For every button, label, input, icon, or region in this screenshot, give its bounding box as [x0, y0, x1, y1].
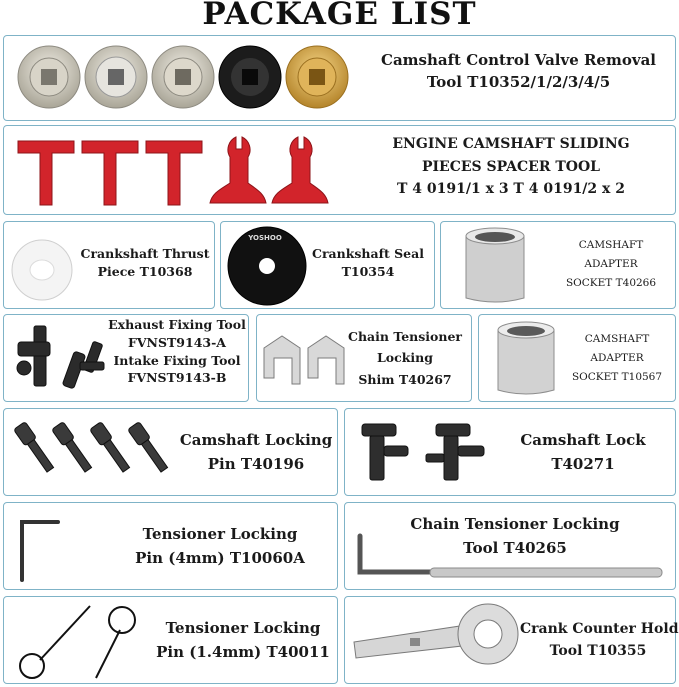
item-label-line: SOCKET T40266 [565, 276, 657, 289]
item-label-sliding-pieces-spacer-tool [346, 133, 676, 201]
item-label-line: T40271 [551, 455, 615, 473]
item-label-line: Chain Tensioner [348, 329, 462, 344]
item-label-line: ENGINE CAMSHAFT SLIDING [392, 136, 630, 152]
item-label-crank-counter-hold-tool [520, 618, 679, 663]
item-label-line: Tool T10352/1/2/3/4/5 [426, 72, 611, 91]
item-label-chain-tensioner-locking-shim [342, 326, 468, 390]
item-label-line: Shim T40267 [358, 371, 452, 387]
item-label-line: Tensioner Locking [165, 619, 321, 637]
item-label-camshaft-locking-pin [176, 428, 336, 476]
camshaft-adapter-socket-image [494, 320, 558, 398]
item-label-chain-tensioner-locking-tool [398, 512, 632, 560]
item-label-line: Locking [377, 350, 433, 366]
item-label-line: Pin (1.4mm) T40011 [156, 643, 330, 661]
item-label-line: Camshaft Control Valve Removal [381, 51, 656, 69]
item-label-crankshaft-seal [308, 245, 428, 281]
fixing-tools-image [8, 322, 118, 396]
item-label-exhaust-intake-fixing-tool [106, 316, 248, 387]
item-label-camshaft-lock [508, 428, 658, 476]
item-label-camshaft-adapter-socket-t40266 [548, 236, 674, 293]
item-label-line: Camshaft Locking [179, 431, 333, 449]
item-label-line: Pin T40196 [207, 455, 305, 473]
page-title: PACKAGE LIST [202, 0, 477, 32]
wire-pins-image [10, 604, 140, 680]
item-label-tensioner-locking-pin-1-4mm [150, 616, 336, 664]
item-label-line: Crankshaft Thrust [80, 246, 210, 261]
chain-tensioner-shim-image [262, 328, 348, 390]
item-label-line: Chain Tensioner Locking [410, 515, 620, 533]
camshaft-control-valve-sockets-image [14, 42, 349, 112]
item-label-line: Camshaft Lock [520, 431, 646, 449]
camshaft-locking-pins-image [12, 420, 174, 486]
item-label-line: Crankshaft Seal [312, 246, 424, 261]
item-label-line: Tool T10355 [549, 643, 647, 660]
item-label-line: PIECES SPACER TOOL [421, 158, 600, 175]
item-label-line: ADAPTER [590, 351, 644, 364]
crank-counter-hold-tool-image [350, 604, 526, 680]
item-label-line: FVNST9143-B [127, 370, 227, 386]
item-label-crankshaft-thrust-piece [76, 245, 214, 281]
camshaft-lock-image [356, 418, 496, 486]
item-label-line: Piece T10368 [97, 264, 193, 280]
red-spacer-tools-image [16, 133, 336, 209]
item-label-tensioner-locking-pin-4mm [120, 522, 320, 570]
item-label-line: CAMSHAFT [578, 239, 644, 251]
hex-key-image [14, 512, 64, 582]
item-label-line: FVNST9143-A [127, 334, 226, 350]
item-label-line: SOCKET T10567 [571, 370, 663, 383]
crankshaft-thrust-piece-image [10, 230, 74, 302]
item-label-line: Intake Fixing Tool [113, 352, 241, 368]
brand-logo: YOSHOO [248, 234, 282, 242]
item-label-line: Tool T40265 [463, 539, 567, 557]
item-label-line: Tensioner Locking [142, 525, 298, 543]
item-label-line: T10354 [341, 264, 395, 280]
item-label-line: Pin (4mm) T10060A [135, 549, 305, 567]
item-label-line: Crank Counter Hold [520, 621, 679, 637]
item-label-line: ADAPTER [584, 257, 638, 270]
item-label-line: Exhaust Fixing Tool [108, 317, 246, 332]
item-label-line: T 4 0191/1 x 3 T 4 0191/2 x 2 [397, 181, 625, 198]
item-label-camshaft-adapter-socket-t10567 [562, 330, 672, 387]
item-label-line: CAMSHAFT [584, 333, 650, 345]
camshaft-adapter-socket-image [462, 226, 528, 306]
item-label-camshaft-control-valve-removal [366, 50, 671, 94]
